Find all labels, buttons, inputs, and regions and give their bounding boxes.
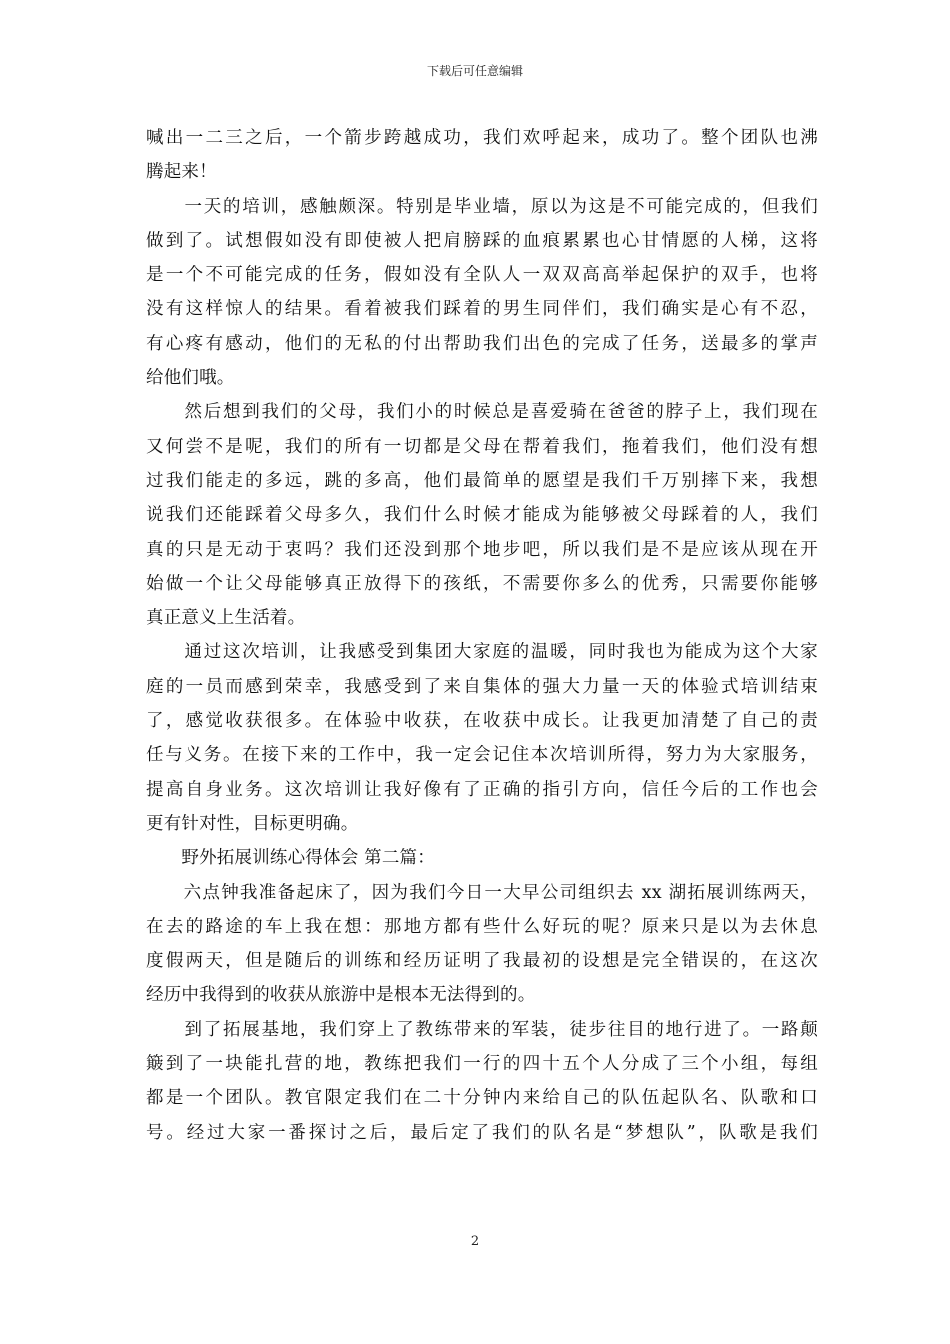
header-note: 下载后可任意编辑 <box>426 64 523 78</box>
text-line: 六点钟我准备起床了，因为我们今日一大早公司组织去 xx 湖拓展训练两天， <box>146 882 818 903</box>
text-line: 没有这样惊人的结果。看着被我们踩着的男生同伴们，我们确实是心有不忍， <box>146 299 818 320</box>
text-line: 说我们还能踩着父母多久，我们什么时候才能成为能够被父母踩着的人，我们 <box>146 505 818 526</box>
text-line: 始做一个让父母能够真正放得下的孩纸，不需要你多么的优秀，只需要你能够 <box>146 573 818 594</box>
text-line: 野外拓展训练心得体会 第二篇： <box>146 848 435 869</box>
text-line: 又何尝不是呢，我们的所有一切都是父母在帮着我们，拖着我们，他们没有想 <box>146 436 818 457</box>
text-line: 在去的路途的车上我在想：那地方都有些什么好玩的呢？原来只是以为去休息 <box>146 916 818 937</box>
text-line: 然后想到我们的父母，我们小的时候总是喜爱骑在爸爸的脖子上，我们现在 <box>146 402 818 423</box>
text-line: 更有针对性，目标更明确。 <box>146 813 359 834</box>
text-line: 经历中我得到的收获从旅游中是根本无法得到的。 <box>146 985 536 1006</box>
text-line: 腾起来！ <box>146 162 217 183</box>
text-line: 簸到了一块能扎营的地，教练把我们一行的四十五个人分成了三个小组，每组 <box>146 1054 818 1075</box>
text-line: 庭的一员而感到荣幸，我感受到了来自集体的强大力量一天的体验式培训结束 <box>146 676 818 697</box>
text-line: 度假两天，但是随后的训练和经历证明了我最初的设想是完全错误的，在这次 <box>146 951 818 972</box>
text-line: 真正意义上生活着。 <box>146 608 306 629</box>
text-line: 给他们哦。 <box>146 368 235 389</box>
text-line: 号。经过大家一番探讨之后，最后定了我们的队名是“梦想队”，队歌是我们 <box>146 1122 818 1143</box>
text-line: 有心疼有感动，他们的无私的付出帮助我们出色的完成了任务，送最多的掌声 <box>146 333 818 354</box>
text-line: 做到了。试想假如没有即使被人把肩膀踩的血痕累累也心甘情愿的人梯，这将 <box>146 230 818 251</box>
text-line: 真的只是无动于衷吗？我们还没到那个地步吧，所以我们是不是应该从现在开 <box>146 539 818 560</box>
text-line: 过我们能走的多远，跳的多高，他们最简单的愿望是我们千万别摔下来，我想 <box>146 470 818 491</box>
page-number: 2 <box>470 1234 480 1249</box>
text-line: 都是一个团队。教官限定我们在二十分钟内来给自己的队伍起队名、队歌和口 <box>146 1088 818 1109</box>
text-line: 了，感觉收获很多。在体验中收获，在收获中成长。让我更加清楚了自己的责 <box>146 711 818 732</box>
text-line: 是一个不可能完成的任务，假如没有全队人一双双高高举起保护的双手，也将 <box>146 265 818 286</box>
text-line: 到了拓展基地，我们穿上了教练带来的军装，徒步往目的地行进了。一路颠 <box>146 1019 818 1040</box>
text-line: 通过这次培训，让我感受到集团大家庭的温暖，同时我也为能成为这个大家 <box>146 642 818 663</box>
text-line: 喊出一二三之后，一个箭步跨越成功，我们欢呼起来，成功了。整个团队也沸 <box>146 128 818 148</box>
text-line: 任与义务。在接下来的工作中，我一定会记住本次培训所得，努力为大家服务， <box>146 745 818 766</box>
text-line: 提高自身业务。这次培训让我好像有了正确的指引方向，信任今后的工作也会 <box>146 779 818 800</box>
document-body <box>146 121 818 1150</box>
text-line: 一天的培训，感触颇深。特别是毕业墙，原以为这是不可能完成的，但我们 <box>146 196 818 217</box>
